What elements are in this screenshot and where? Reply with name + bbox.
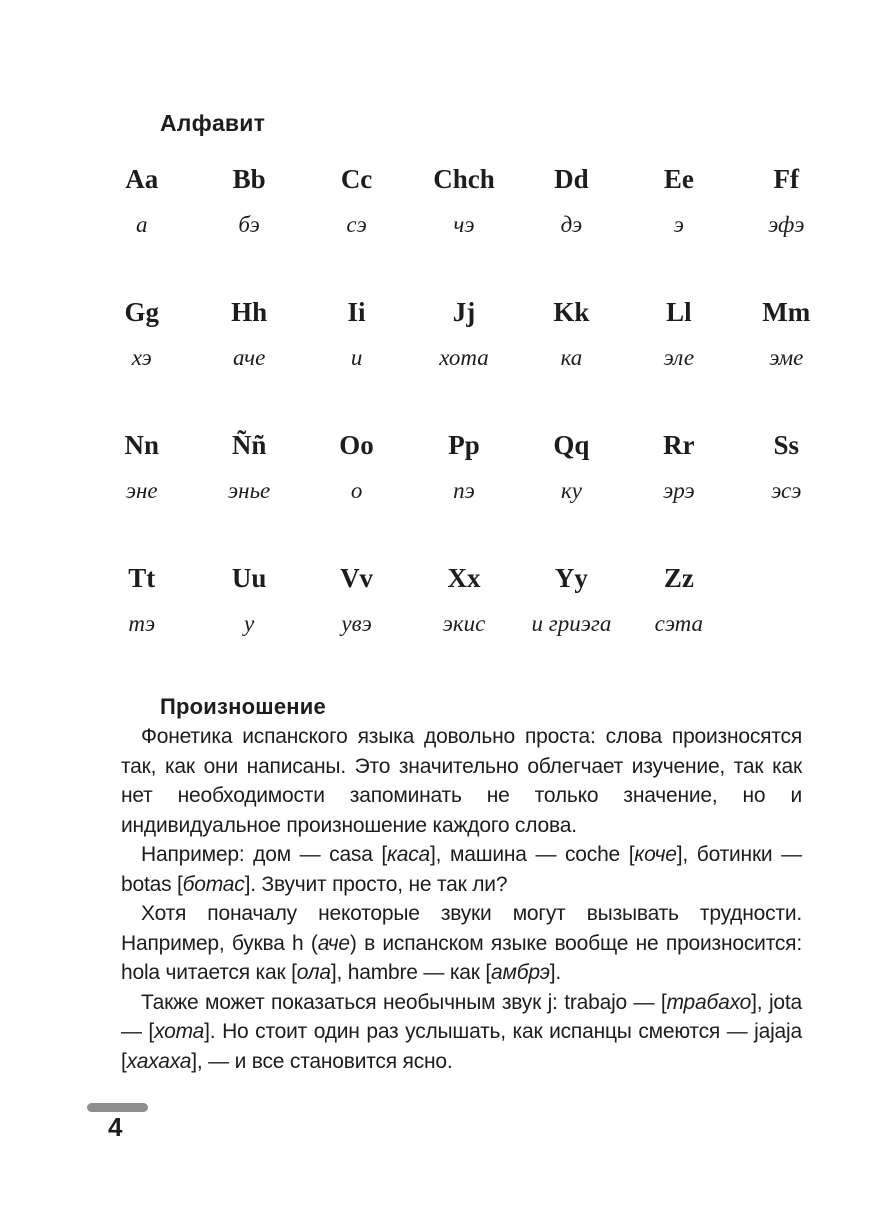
alphabet-cell (733, 432, 840, 502)
pronunciation-text (121, 722, 802, 1076)
letter-pair: Ll (666, 297, 692, 327)
alphabet-cell (518, 299, 625, 369)
alphabet-cell (733, 299, 840, 369)
alphabet-cell (733, 166, 840, 236)
pronunciation-heading: Произношение (160, 694, 326, 719)
letter-pronunciation: ку (560, 478, 582, 503)
letter-pair: Xx (447, 563, 481, 593)
transcription-text: трабахо (666, 990, 752, 1014)
alphabet-row (88, 565, 840, 635)
letter-pair: Chch (433, 164, 495, 194)
letter-pronunciation: эрэ (663, 478, 695, 503)
letter-pair: Nn (124, 430, 159, 460)
letter-pronunciation: бэ (238, 212, 260, 237)
alphabet-cell (410, 166, 517, 236)
letter-pair: Ff (773, 164, 800, 194)
body-text-run: ]. Но стоит один раз услышать, как испанцы смеются — jajaja [ (121, 1020, 802, 1073)
alphabet-row (88, 166, 840, 236)
alphabet-cell (195, 166, 302, 236)
alphabet-cell (518, 565, 625, 635)
paragraph (121, 899, 802, 988)
alphabet-cell (625, 299, 732, 369)
body-text-run: ], ботинки — botas [ (121, 843, 802, 896)
transcription-text: хота (154, 1020, 205, 1043)
letter-pronunciation: экис (442, 611, 486, 636)
transcription-text: коче (634, 843, 677, 866)
letter-pair: Dd (554, 164, 589, 194)
alphabet-cell (88, 432, 195, 502)
letter-pronunciation: эне (125, 478, 158, 503)
letter-pronunciation: энье (228, 478, 271, 503)
alphabet-cell (88, 299, 195, 369)
letter-pair: Yy (554, 563, 588, 593)
body-text-run: Фонетика испанского языка довольно проста: слова произносятся так, как они написаны. Это значительно облегчает изучение, так как нет необходимости запоминать не только значение, но и индивидуальное произношение каждого слова. (121, 725, 802, 837)
letter-pair: Mm (762, 297, 811, 327)
transcription-text: амбрэ (491, 961, 550, 984)
letter-pair: Ss (773, 430, 800, 460)
footer-bar (87, 1103, 148, 1112)
letter-pronunciation: аче (232, 345, 266, 370)
alphabet-cell (195, 299, 302, 369)
alphabet-table (88, 166, 840, 698)
paragraph (121, 722, 802, 840)
letter-pair: Cc (340, 164, 373, 194)
alphabet-cell (410, 565, 517, 635)
alphabet-cell (625, 565, 732, 635)
alphabet-cell (625, 166, 732, 236)
paragraph (121, 840, 802, 899)
letter-pronunciation: сэ (346, 212, 367, 237)
alphabet-cell (88, 166, 195, 236)
letter-pronunciation: дэ (560, 212, 583, 237)
alphabet-row (88, 299, 840, 369)
letter-pair: Zz (663, 563, 694, 593)
letter-pronunciation: о (350, 478, 363, 503)
letter-pronunciation: сэта (654, 611, 704, 636)
alphabet-cell (195, 565, 302, 635)
body-text-run: Например: дом — casa [ (141, 843, 388, 866)
letter-pair: Hh (231, 297, 268, 327)
letter-pronunciation: тэ (128, 611, 156, 636)
letter-pair: Pp (448, 430, 480, 460)
letter-pair: Gg (124, 297, 159, 327)
body-text-run: Также может показаться необычным звук j: trabajo — [ (141, 990, 667, 1014)
letter-pronunciation: ка (560, 345, 583, 370)
letter-pronunciation: э (673, 212, 684, 237)
body-text-run: Хотя поначалу некоторые звуки могут вызывать трудности. Например, буква h ( (121, 902, 802, 955)
letter-pronunciation: хэ (131, 345, 152, 370)
letter-pronunciation: у (244, 611, 255, 636)
letter-pair: Tt (128, 563, 156, 593)
letter-pair: Oo (339, 430, 374, 460)
alphabet-cell (195, 432, 302, 502)
letter-pair: Uu (231, 563, 267, 593)
body-text-run: ]. Звучит просто, не так ли? (244, 872, 508, 896)
body-text-run: ], jota — [ (121, 990, 803, 1043)
transcription-text: хахаха (126, 1049, 192, 1073)
alphabet-row (88, 432, 840, 502)
transcription-text: ола (296, 961, 331, 984)
page-number: 4 (108, 1112, 123, 1142)
alphabet-cell (518, 166, 625, 236)
transcription-text: аче (317, 931, 350, 955)
letter-pair: Kk (553, 297, 590, 327)
alphabet-cell (410, 432, 517, 502)
transcription-text: каса (387, 843, 431, 866)
letter-pronunciation: эсэ (771, 478, 802, 503)
alphabet-heading: Алфавит (160, 110, 266, 136)
paragraph (121, 988, 802, 1077)
alphabet-cell (625, 432, 732, 502)
letter-pair: Ññ (231, 430, 267, 460)
letter-pronunciation: и (350, 345, 363, 370)
letter-pronunciation: и гриэга (531, 611, 612, 636)
alphabet-cell (88, 565, 195, 635)
body-text-run: ]. (549, 961, 561, 984)
body-text-run: ], — и все становится ясно. (191, 1049, 453, 1073)
letter-pair: Ee (663, 164, 694, 194)
alphabet-cell (303, 166, 410, 236)
letter-pair: Ii (347, 297, 366, 327)
letter-pronunciation: эле (663, 345, 695, 370)
alphabet-cell (410, 299, 517, 369)
body-text-run: ) в испанском языке вообще не произносится: hola читается как [ (121, 931, 802, 984)
transcription-text: ботас (182, 872, 245, 896)
letter-pair: Rr (663, 430, 695, 460)
body-text-run: ], hambre — как [ (330, 961, 492, 984)
alphabet-cell (303, 565, 410, 635)
letter-pronunciation: хота (439, 345, 489, 370)
alphabet-cell (303, 299, 410, 369)
letter-pair: Jj (452, 297, 476, 327)
letter-pronunciation: чэ (453, 212, 475, 237)
letter-pronunciation: эме (769, 345, 804, 370)
alphabet-cell (518, 432, 625, 502)
alphabet-cell (303, 432, 410, 502)
letter-pronunciation: пэ (453, 478, 475, 503)
letter-pair: Qq (553, 430, 590, 460)
letter-pair: Bb (232, 164, 266, 194)
letter-pronunciation: эфэ (768, 212, 805, 237)
letter-pronunciation: а (135, 212, 148, 237)
letter-pronunciation: увэ (341, 611, 372, 636)
letter-pair: Aa (125, 164, 159, 194)
body-text-run: ], машина — coche [ (430, 843, 635, 866)
letter-pair: Vv (340, 563, 374, 593)
